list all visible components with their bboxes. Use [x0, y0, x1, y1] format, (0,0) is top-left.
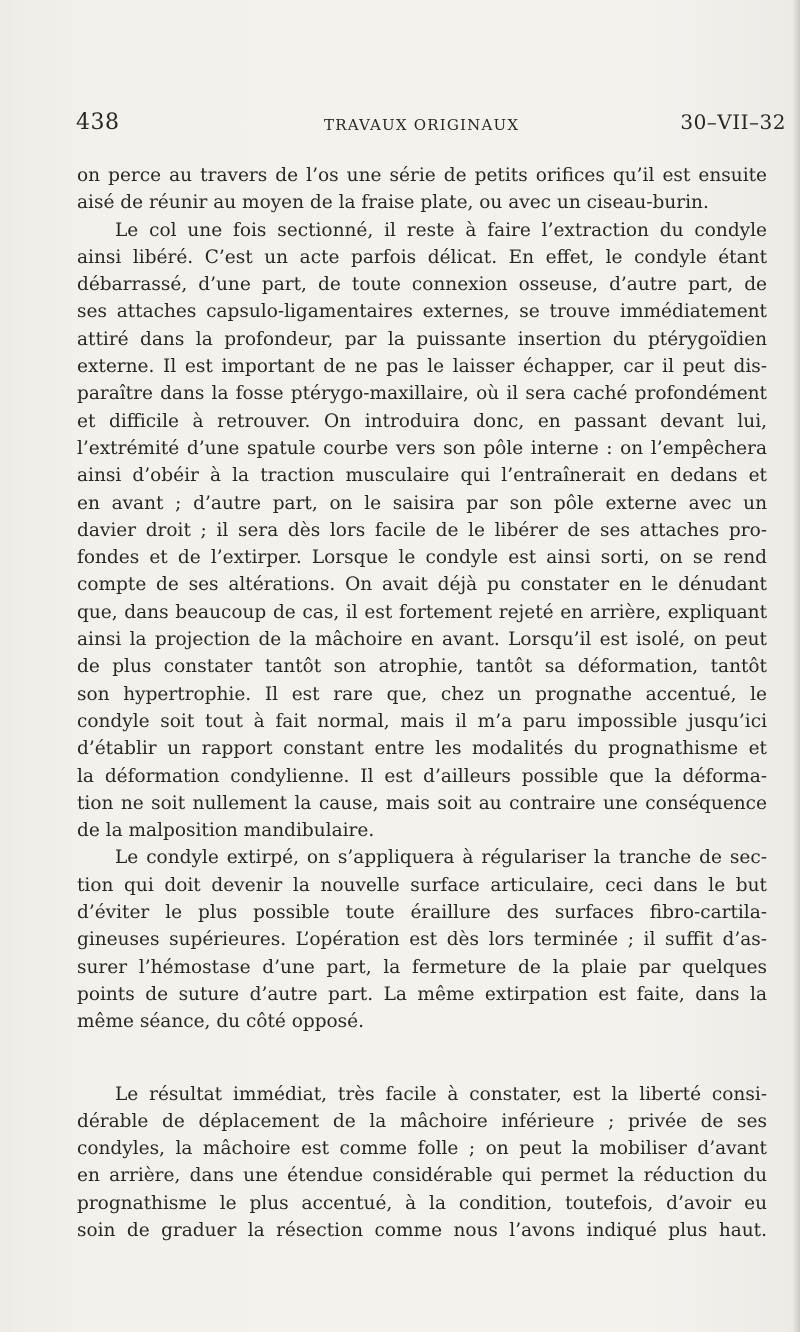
text-line: attiré dans la profondeur, par la puissante insertion du ptérygoïdien — [77, 328, 767, 350]
page-number: 438 — [76, 110, 120, 135]
body-text — [77, 162, 767, 1244]
text-line: dérable de déplacement de la mâchoire inférieure ; privée de ses — [77, 1110, 767, 1132]
text-line: compte de ses altérations. On avait déjà pu constater en le dénudant — [77, 574, 767, 596]
text-line: et difficile à retrouver. On introduira donc, en passant devant lui, — [77, 410, 767, 432]
page-edge-shadow — [792, 0, 800, 1332]
text-line: tion ne soit nullement la cause, mais soit au contraire une conséquence — [77, 792, 767, 814]
text-line: externe. Il est important de ne pas le laisser échapper, car il peut dis- — [77, 356, 767, 378]
text-line: d’établir un rapport constant entre les modalités du prognathisme et — [77, 738, 767, 760]
text-line: prognathisme le plus accentué, à la condition, toutefois, d’avoir eu — [77, 1192, 767, 1214]
text-line: l’extrémité d’une spatule courbe vers son pôle interne : on l’empêchera — [77, 437, 767, 459]
text-line: points de suture d’autre part. La même extirpation est faite, dans la — [77, 983, 767, 1005]
text-line: paraître dans la fosse ptérygo-maxillaire, où il sera caché profondément — [77, 383, 767, 405]
text-line: Le résultat immédiat, très facile à constater, est la liberté consi- — [115, 1083, 767, 1105]
text-line: d’éviter le plus possible toute éraillure des surfaces fibro-cartila- — [77, 902, 767, 924]
text-line: condyle soit tout à fait normal, mais il m’a paru impossible jusqu’ici — [77, 710, 767, 732]
text-line: davier droit ; il sera dès lors facile de le libérer de ses attaches pro- — [77, 519, 767, 541]
text-line: de la malposition mandibulaire. — [77, 820, 375, 842]
text-line: soin de graduer la résection comme nous l’avons indiqué plus haut. — [77, 1219, 767, 1241]
text-line: de plus constater tantôt son atrophie, tantôt sa déformation, tantôt — [77, 656, 767, 678]
issue-date: 30–VII–32 — [680, 110, 786, 134]
text-line: condyles, la mâchoire est comme folle ; on peut la mobiliser d’avant — [77, 1138, 767, 1160]
text-line: on perce au travers de l’os une série de petits orifices qu’il est ensuite — [77, 165, 767, 186]
text-line: même séance, du côté opposé. — [77, 1011, 365, 1033]
paragraph-3 — [77, 844, 767, 1035]
paragraph-2 — [77, 217, 767, 845]
text-line: ses attaches capsulo-ligamentaires externes, se trouve immédiatement — [77, 301, 767, 323]
text-line: ainsi libéré. C’est un acte parfois délicat. En effet, le condyle étant — [77, 246, 767, 268]
text-line: la déformation condylienne. Il est d’ailleurs possible que la déforma- — [77, 765, 767, 787]
text-line: son hypertrophie. Il est rare que, chez un prognathe accentué, le — [77, 683, 767, 705]
text-line: ainsi d’obéir à la traction musculaire qui l’entraînerait en dedans et — [77, 465, 767, 487]
text-line: ainsi la projection de la mâchoire en avant. Lorsqu’il est isolé, on peut — [77, 629, 767, 651]
paragraph-1 — [77, 162, 767, 217]
text-line: gineuses supérieures. L’opération est dès lors terminée ; il suffit d’as- — [77, 929, 767, 951]
text-line: Le condyle extirpé, on s’appliquera à régulariser la tranche de sec- — [115, 847, 767, 869]
text-line: surer l’hémostase d’une part, la fermeture de la plaie par quelques — [77, 956, 767, 978]
text-line: débarrassé, d’une part, de toute connexion osseuse, d’autre part, de — [77, 274, 767, 296]
text-line: en avant ; d’autre part, on le saisira par son pôle externe avec un — [77, 492, 767, 514]
paragraph-4 — [77, 1081, 767, 1245]
text-line: en arrière, dans une étendue considérable qui permet la réduction du — [77, 1165, 767, 1187]
running-title: TRAVAUX ORIGINAUX — [324, 116, 520, 134]
text-line: fondes et de l’extirper. Lorsque le condyle est ainsi sorti, on se rend — [77, 547, 767, 569]
text-line: que, dans beaucoup de cas, il est fortement rejeté en arrière, expliquant — [77, 601, 767, 623]
page-header — [76, 110, 790, 140]
text-line: aisé de réunir au moyen de la fraise plate, ou avec un ciseau-burin. — [77, 192, 709, 214]
text-line: tion qui doit devenir la nouvelle surface articulaire, ceci dans le but — [77, 874, 767, 896]
paragraph-gap — [77, 1036, 767, 1081]
text-line: Le col une fois sectionné, il reste à faire l’extraction du condyle — [115, 219, 767, 241]
